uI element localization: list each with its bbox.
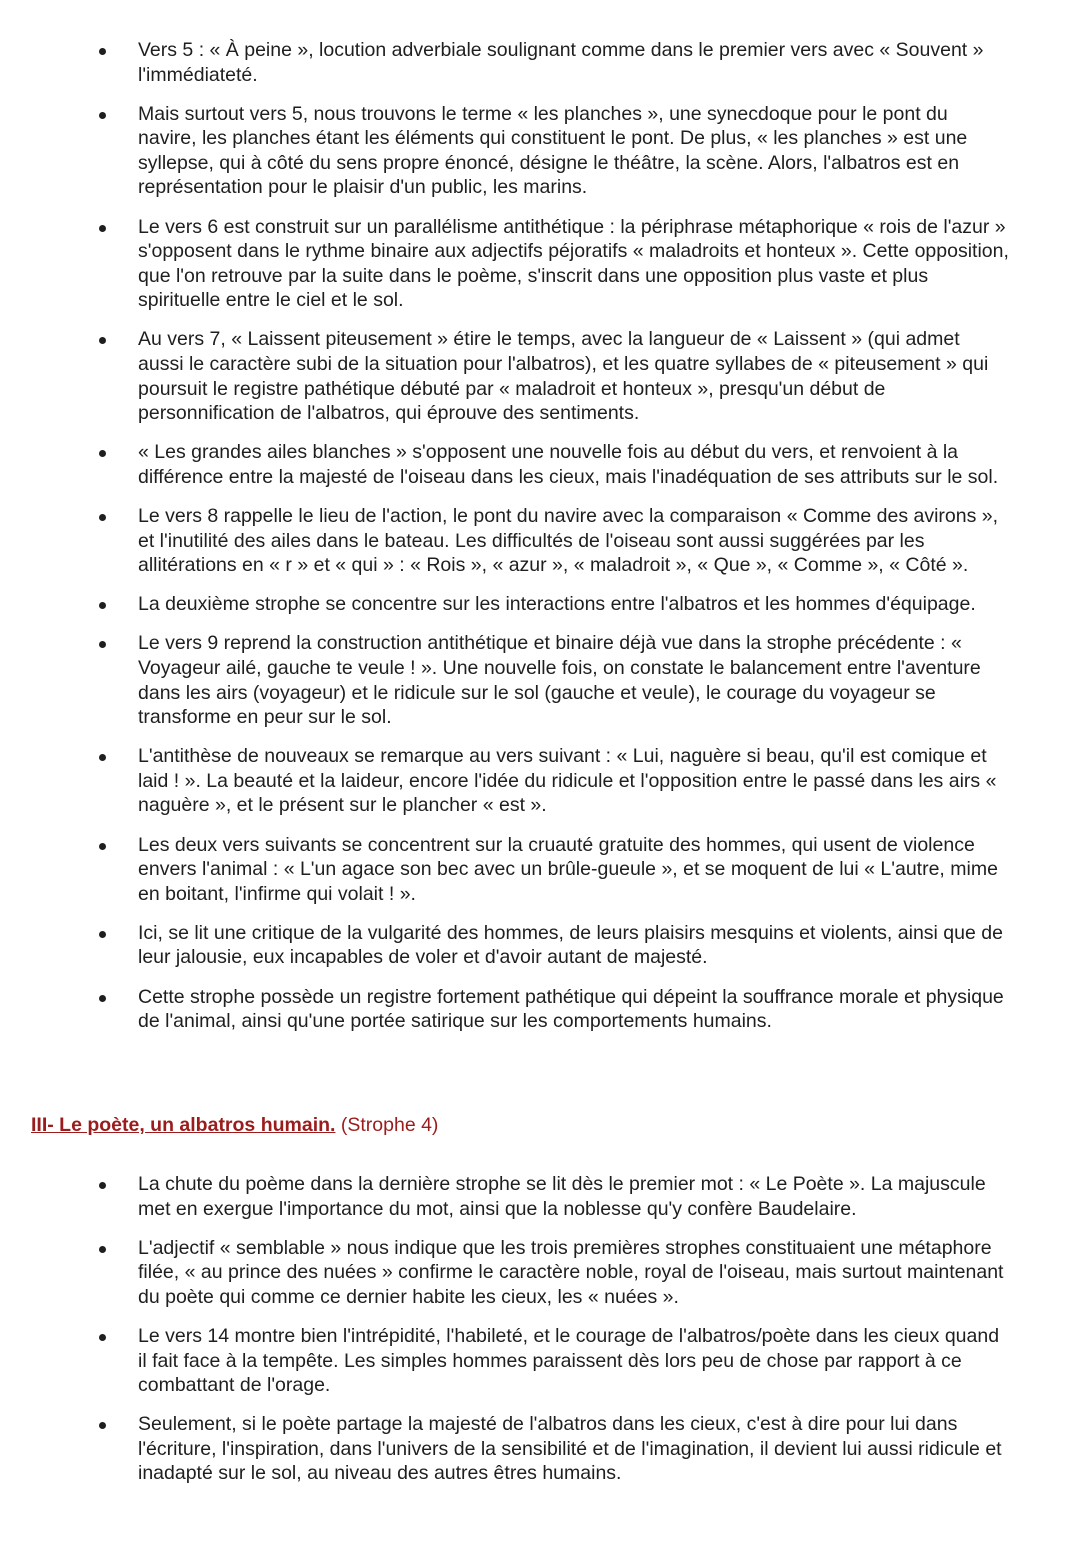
bullet-icon (99, 1422, 106, 1429)
list-item-text: L'antithèse de nouveaux se remarque au vers suivant : « Lui, naguère si beau, qu'il est comique et laid ! ». La beauté et la laideur, encore l'idée du ridicule et l'opposition entre le passé dans les airs « naguère », et le présent sur le plancher « est ». (138, 745, 997, 817)
list-item-text: Le vers 9 reprend la construction antithétique et binaire déjà vue dans la strophe précédente : « Voyageur ailé, gauche te veule ! ». Une nouvelle fois, on constate le balancement entre l'aventure dans les airs (voyageur) et le ridicule sur le sol (gauche et veule), le courage du voyageur se transforme en peur sur le sol. (138, 632, 981, 729)
list-item-text: Le vers 6 est construit sur un parallélisme antithétique : la périphrase métaphorique « rois de l'azur » s'opposent dans le rythme binaire aux adjectifs péjoratifs « maladroits et honteux ». Cette opposition, que l'on retrouve par la suite dans le poème, s'inscrit dans une opposition plus vaste et plus spirituelle entre le ciel et le sol. (138, 215, 1009, 312)
list-item-text: Mais surtout vers 5, nous trouvons le terme « les planches », une synecdoque pour le pont du navire, les planches étant les éléments qui constituent le pont. De plus, « les planches » est une syllepse, qui à côté du sens propre énoncé, désigne le théâtre, la scène. Alors, l'albatros est en représentation pour le plaisir d'un public, les marins. (138, 102, 968, 199)
bullet-icon (99, 112, 106, 119)
list-item-text: « Les grandes ailes blanches » s'opposent une nouvelle fois au début du vers, et renvoient à la différence entre la majesté de l'oiseau dans les cieux, mais l'inadéquation de ses attributs sur le sol. (138, 441, 999, 488)
analysis-list-strophes-1-3 (0, 38, 1080, 1048)
section-title: III- Le poète, un albatros humain. (31, 1114, 336, 1136)
list-item (0, 921, 1080, 970)
list-item-text: La chute du poème dans la dernière strophe se lit dès le premier mot : « Le Poète ». La majuscule met en exergue l'importance du mot, ainsi que la noblesse qu'y confère Baudelaire. (138, 1173, 986, 1220)
list-item-text: Ici, se lit une critique de la vulgarité des hommes, de leurs plaisirs mesquins et violents, ainsi que de leur jalousie, eux incapables de voler et d'avoir autant de majesté. (138, 921, 1003, 969)
bullet-icon (99, 995, 106, 1002)
list-item-text: Les deux vers suivants se concentrent sur la cruauté gratuite des hommes, qui usent de violence envers l'animal : « L'un agace son bec avec un brûle-gueule », et se moquent de lui « L'autre, mime en boitant, l'infirme qui volait ! ». (138, 833, 998, 905)
list-item-text: Vers 5 : « À peine », locution adverbiale soulignant comme dans le premier vers avec « Souvent » l'immédiateté. (138, 39, 984, 86)
bullet-icon (99, 641, 106, 648)
list-item-text: Cette strophe possède un registre fortement pathétique qui dépeint la souffrance morale et physique de l'animal, ainsi qu'une portée satirique sur les comportements humains. (138, 985, 1004, 1033)
list-item (0, 440, 1080, 489)
section-subtitle: (Strophe 4) (340, 1114, 439, 1136)
list-item-text: Seulement, si le poète partage la majesté de l'albatros dans les cieux, c'est à dire pour lui dans l'écriture, l'inspiration, dans l'univers de la sensibilité et de l'imagination, il devient lui aussi ridicule et inadapté sur le sol, au niveau des autres êtres humains. (138, 1413, 1002, 1485)
list-item (0, 985, 1080, 1034)
bullet-icon (99, 514, 106, 521)
bullet-icon (99, 602, 106, 609)
bullet-icon (99, 843, 106, 850)
list-item (0, 1412, 1080, 1486)
bullet-icon (99, 1246, 106, 1253)
list-item (0, 631, 1080, 729)
list-item (0, 1172, 1080, 1221)
bullet-icon (99, 48, 106, 55)
analysis-list-strophe-4 (0, 1172, 1080, 1501)
list-item-text: Au vers 7, « Laissent piteusement » étire le temps, avec la langueur de « Laissent » (qui admet aussi le caractère subi de la situation pour l'albatros), et les quatre syllabes de « piteusement » qui poursuit le registre pathétique débuté par « maladroit et honteux », presqu'un début de personnification de l'albatros, qui éprouve des sentiments. (138, 328, 989, 425)
bullet-icon (99, 1182, 106, 1189)
list-item (0, 1236, 1080, 1310)
list-item-text: Le vers 8 rappelle le lieu de l'action, le pont du navire avec la comparaison « Comme des avirons », et l'inutilité des ailes dans le bateau. Les difficultés de l'oiseau sont aussi suggérées par les allitérations en « r » et « qui » : « Rois », « azur », « maladroit », « Que », « Comme », « Côté ». (138, 505, 999, 577)
bullet-icon (99, 450, 106, 457)
list-item-text: La deuxième strophe se concentre sur les interactions entre l'albatros et les hommes d'équipage. (138, 593, 976, 616)
section-heading (31, 1113, 438, 1137)
bullet-icon (99, 337, 106, 344)
list-item (0, 215, 1080, 313)
list-item-text: Le vers 14 montre bien l'intrépidité, l'habileté, et le courage de l'albatros/poète dans les cieux quand il fait face à la tempête. Les simples hommes paraissent dès lors peu de chose par rapport à ce combattant de l'orage. (138, 1324, 1000, 1397)
list-item (0, 504, 1080, 578)
list-item (0, 38, 1080, 87)
list-item (0, 833, 1080, 907)
list-item (0, 744, 1080, 818)
list-item-text: L'adjectif « semblable » nous indique que les trois premières strophes constituaient une métaphore filée, « au prince des nuées » confirme le caractère noble, royal de l'oiseau, mais surtout maintenant du poète qui comme ce dernier habite les cieux, les « nuées ». (138, 1236, 1004, 1308)
list-item (0, 1324, 1080, 1398)
list-item (0, 592, 1080, 617)
bullet-icon (99, 1334, 106, 1341)
bullet-icon (99, 754, 106, 761)
bullet-icon (99, 225, 106, 232)
list-item (0, 327, 1080, 425)
list-item (0, 102, 1080, 200)
bullet-icon (99, 931, 106, 938)
